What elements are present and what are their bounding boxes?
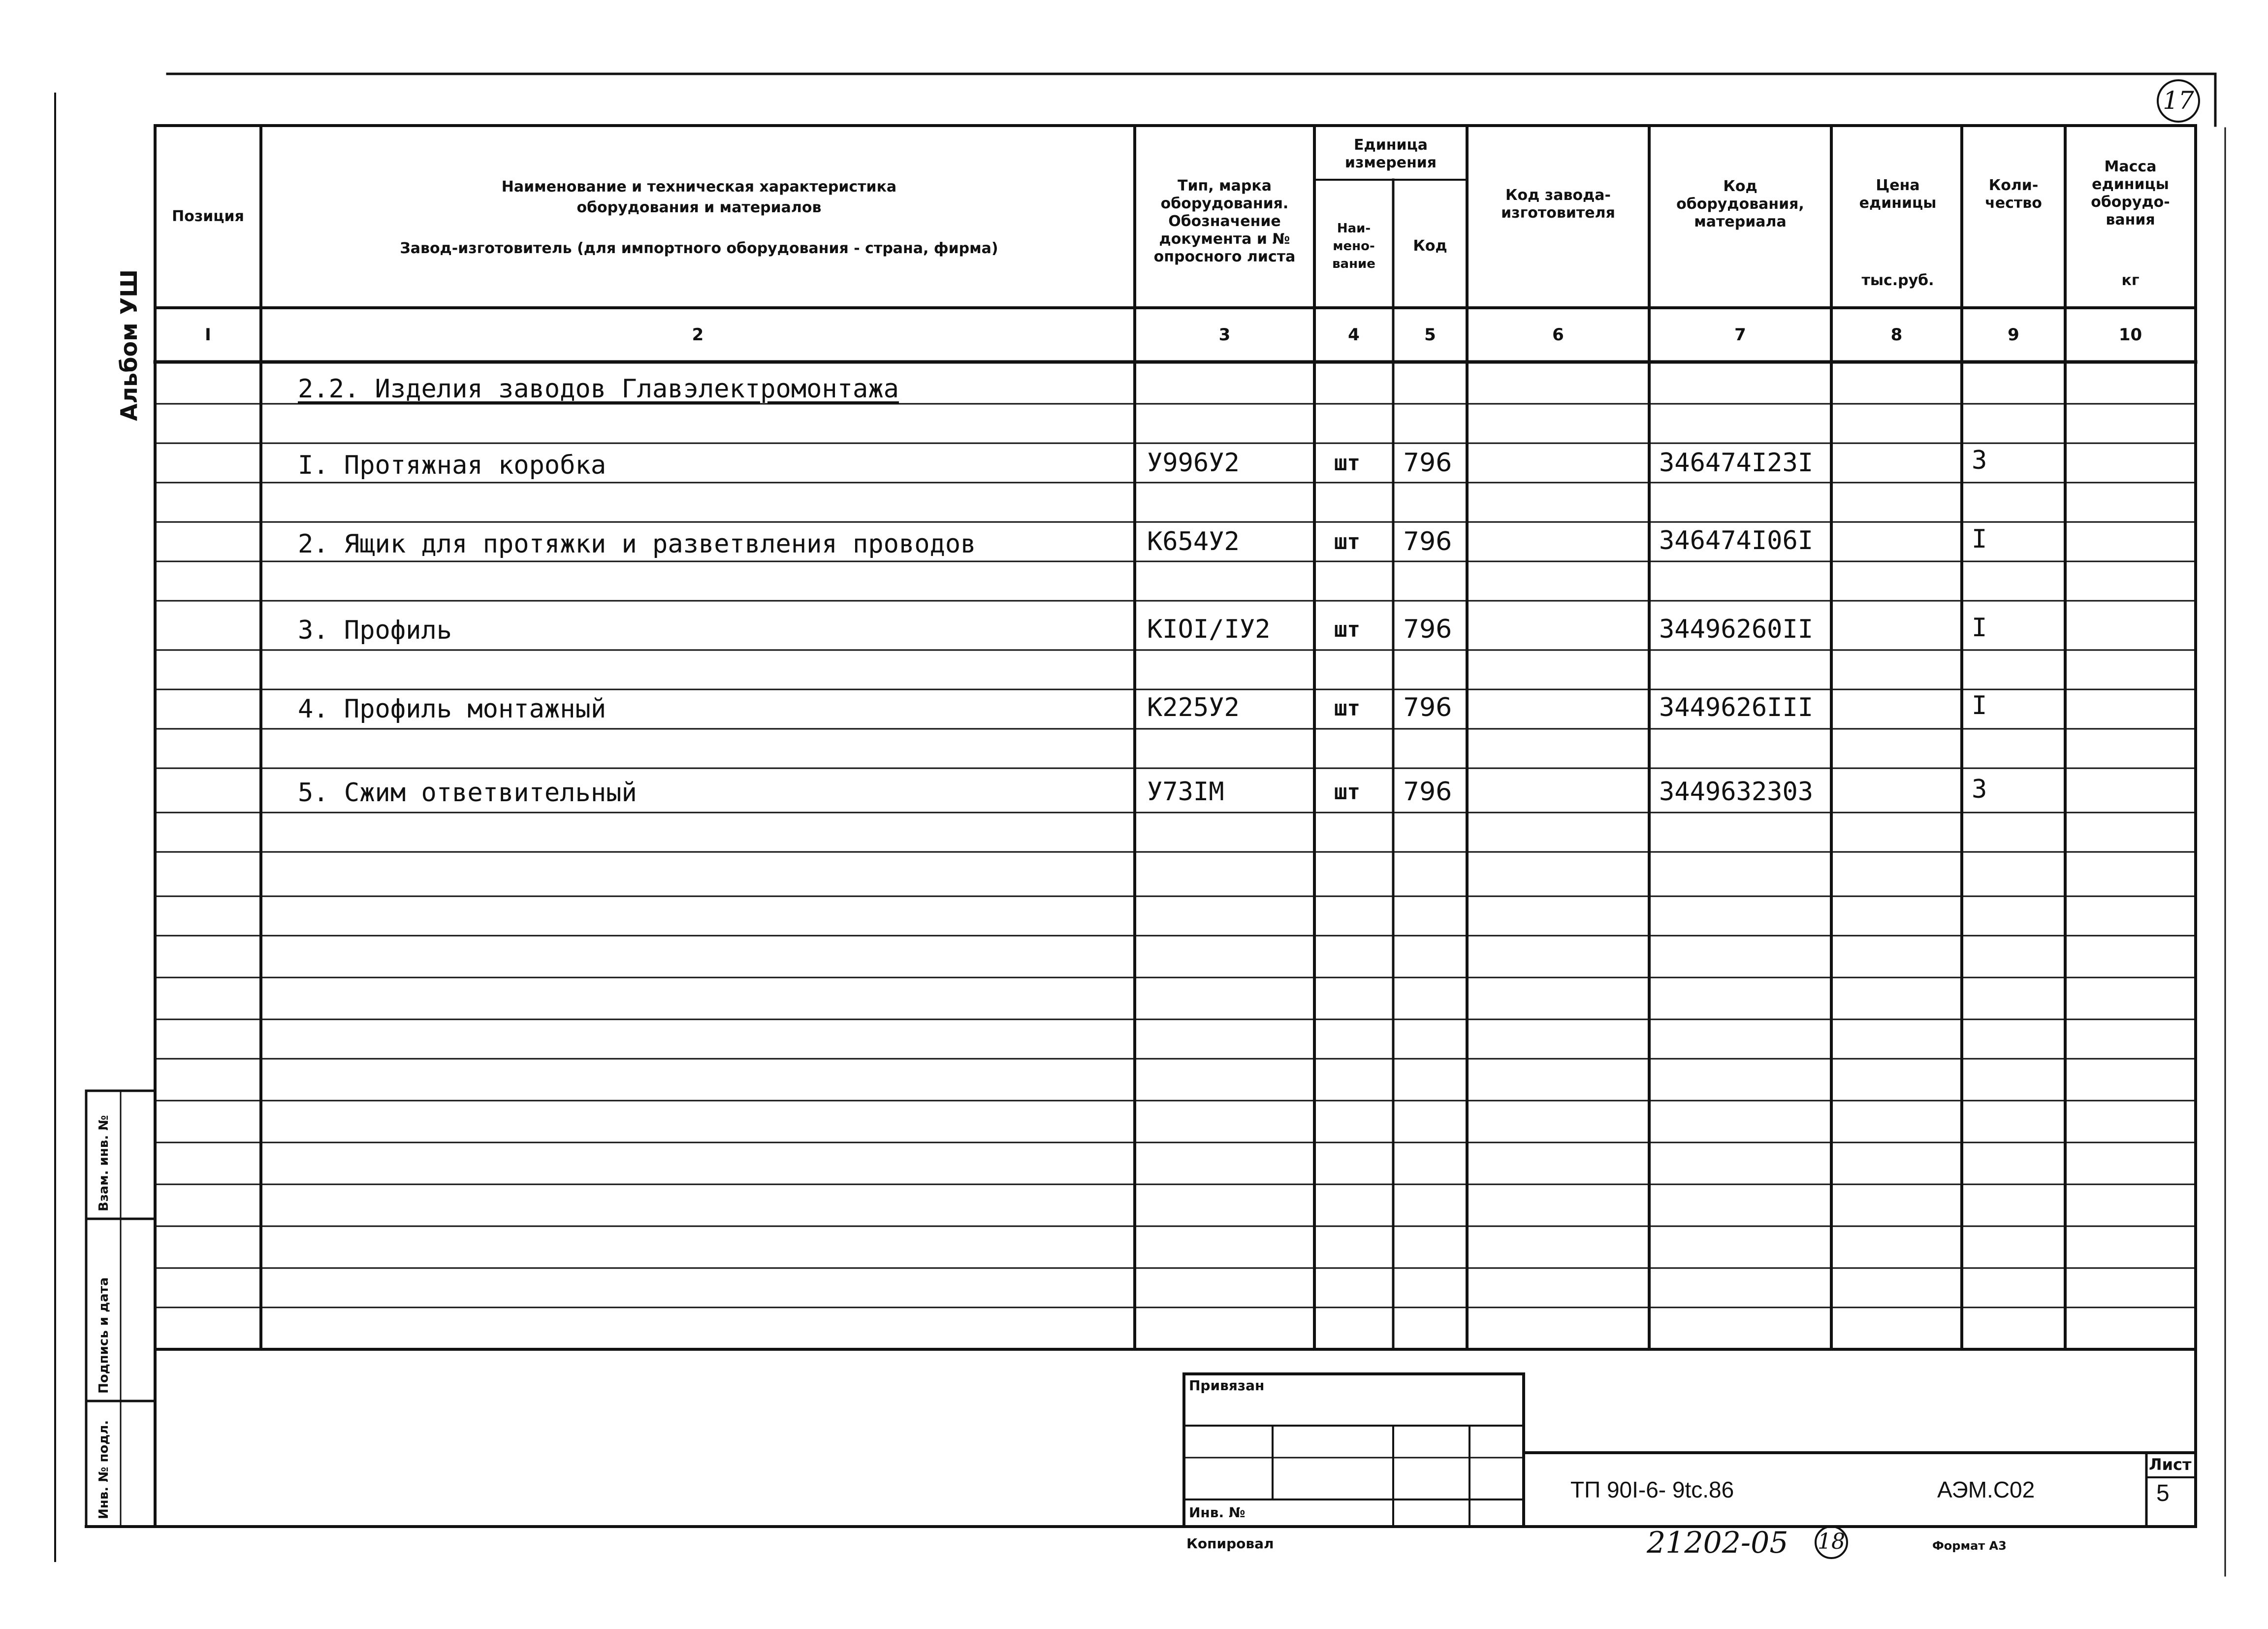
sheet-label: Лист bbox=[2149, 1455, 2192, 1474]
column-number: I bbox=[205, 325, 211, 345]
item-unit-code: 796 bbox=[1403, 448, 1452, 478]
section-code: АЭМ.С02 bbox=[1937, 1477, 2035, 1502]
column-number: 10 bbox=[2118, 325, 2142, 345]
album-label: Альбом УШ bbox=[116, 269, 142, 421]
page-number-circled: 17 bbox=[2163, 86, 2194, 115]
handwritten-number: 21202-05 bbox=[1647, 1526, 1789, 1560]
column-number: 6 bbox=[1552, 325, 1564, 345]
item-type: К225У2 bbox=[1147, 693, 1240, 722]
item-unit: шт bbox=[1334, 696, 1360, 721]
header-unit-name: Наи- мено- вание bbox=[1332, 221, 1375, 271]
item-unit: шт bbox=[1334, 780, 1360, 805]
stamp-copied-by: Копировал bbox=[1186, 1535, 1274, 1552]
document-code: ТП 90I-6- 9tc.86 bbox=[1570, 1477, 1734, 1502]
column-number: 7 bbox=[1734, 325, 1746, 345]
section-title: 2.2. Изделия заводов Главэлектромонтажа bbox=[298, 374, 899, 404]
item-unit: шт bbox=[1334, 529, 1360, 554]
stamp-inv-no: Инв. № bbox=[1189, 1504, 1246, 1521]
side-stamp-replacement-inv: Взам. инв. № bbox=[96, 1115, 111, 1211]
header-quantity: Коли- чество bbox=[1985, 177, 2042, 212]
header-name-line2: оборудования и материалов bbox=[576, 199, 822, 216]
item-type: КIOI/IУ2 bbox=[1147, 615, 1271, 644]
item-type: У996У2 bbox=[1147, 448, 1240, 478]
stamp-privyazan: Привязан bbox=[1189, 1377, 1265, 1394]
circled-number: 18 bbox=[1818, 1529, 1845, 1554]
item-quantity: 3 bbox=[1972, 775, 1987, 804]
column-number: 4 bbox=[1348, 325, 1360, 345]
item-type: К654У2 bbox=[1147, 527, 1240, 556]
header-mass-unit: кг bbox=[2121, 272, 2140, 289]
item-name: 3. Профиль bbox=[298, 616, 452, 645]
item-unit: шт bbox=[1334, 451, 1360, 476]
header-name-line1: Наименование и техническая характеристика bbox=[501, 178, 897, 195]
item-unit-code: 796 bbox=[1403, 693, 1452, 722]
header-price-unit: тыс.руб. bbox=[1861, 272, 1934, 289]
item-name: 4. Профиль монтажный bbox=[298, 694, 607, 724]
item-name: I. Протяжная коробка bbox=[298, 451, 607, 480]
header-manufacturer-code: Код завода- изготовителя bbox=[1501, 187, 1615, 222]
item-material-code: 3449632303 bbox=[1659, 777, 1814, 807]
header-manufacturer: Завод-изготовитель (для импортного оборудования - страна, фирма) bbox=[400, 240, 998, 257]
column-number: 5 bbox=[1424, 325, 1436, 345]
column-number: 8 bbox=[1890, 325, 1903, 345]
item-name: 5. Сжим ответвительный bbox=[298, 778, 637, 808]
header-mass: Масса единицы оборудо- вания bbox=[2091, 158, 2170, 228]
item-unit-code: 796 bbox=[1403, 615, 1452, 644]
item-material-code: 3449626III bbox=[1659, 693, 1814, 722]
item-quantity: 3 bbox=[1972, 446, 1987, 475]
item-material-code: 346474I23I bbox=[1659, 448, 1814, 478]
item-material-code: 346474I06I bbox=[1659, 526, 1814, 555]
header-unit-price: Цена единицы bbox=[1859, 177, 1937, 212]
side-stamp-signature-date: Подпись и дата bbox=[96, 1277, 111, 1394]
header-unit-code: Код bbox=[1413, 237, 1447, 255]
header-type: Тип, марка оборудования. Обозначение документа и № опросного листа bbox=[1153, 177, 1296, 265]
header-unit-group: Единица измерения bbox=[1344, 136, 1437, 171]
header-position: Позиция bbox=[172, 208, 244, 225]
item-unit-code: 796 bbox=[1403, 527, 1452, 556]
column-number: 2 bbox=[692, 325, 704, 345]
item-quantity: I bbox=[1972, 613, 1987, 643]
item-unit: шт bbox=[1334, 617, 1360, 642]
side-stamp-original-inv: Инв. № подл. bbox=[96, 1420, 111, 1519]
item-material-code: 34496260II bbox=[1659, 615, 1814, 644]
item-type: У73IМ bbox=[1147, 777, 1224, 807]
sheet-number: 5 bbox=[2156, 1480, 2170, 1506]
item-quantity: I bbox=[1972, 524, 1987, 554]
item-quantity: I bbox=[1972, 691, 1987, 720]
item-name: 2. Ящик для протяжки и разветвления проводов bbox=[298, 529, 976, 559]
column-number: 3 bbox=[1218, 325, 1231, 345]
item-unit-code: 796 bbox=[1403, 777, 1452, 807]
column-number: 9 bbox=[2008, 325, 2019, 345]
header-material-code: Код оборудования, материала bbox=[1676, 178, 1804, 230]
paper-format: Формат А3 bbox=[1932, 1539, 2007, 1553]
